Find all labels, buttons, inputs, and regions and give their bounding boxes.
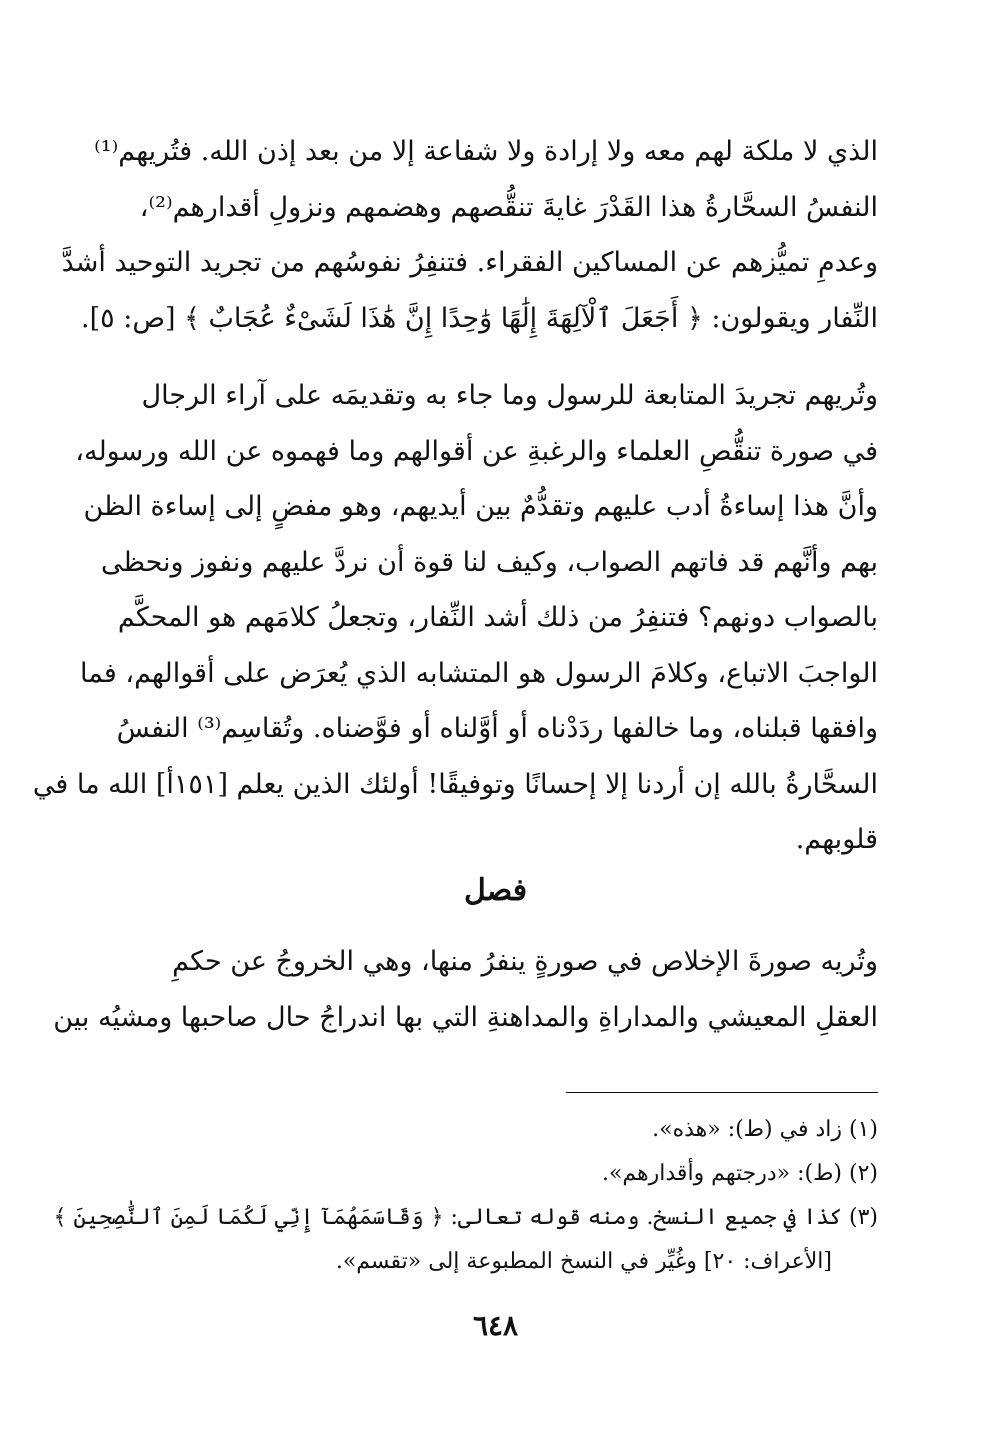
footnote-2: (٢) (ط): «درجتهم وأقدارهم». bbox=[601, 1161, 878, 1186]
text-line: وعدمِ تميُّزهم عن المساكين الفقراء. فتنفِرُ نفوسُهم من تجريد التوحيد أشدَّ bbox=[61, 247, 878, 278]
footnote-separator bbox=[566, 1092, 878, 1093]
page-number: ٦٤٨ bbox=[472, 1309, 519, 1342]
section-heading: فصل bbox=[463, 873, 528, 908]
text-line: السحَّارةُ بالله إن أردنا إلا إحسانًا وتوفيقًا! أولئك الذين يعلم [١٥١أ] الله ما في bbox=[32, 768, 878, 800]
text-line: بهم وأنَّهم قد فاتهم الصواب، وكيف لنا قوة أن نردَّ عليهم ونفوز ونحظى bbox=[100, 546, 878, 578]
text-line: النفسُ السحَّارةُ هذا القَدْرَ غايةَ تنقُّصهم وهضمهم ونزولِ أقدارهم⁽²⁾، bbox=[139, 191, 878, 223]
text-line: وتُريه صورةَ الإخلاص في صورةٍ ينفرُ منها، وهي الخروجُ عن حكمِ bbox=[172, 946, 878, 977]
text-line: بالصواب دونهم؟ فتنفِرُ من ذلك أشد النِّفار، وتجعلُ كلامَهم هو المحكَّم bbox=[117, 602, 878, 633]
text-line: الذي لا ملكة لهم معه ولا إرادة ولا شفاعة إلا من بعد إذن الله. فتُريهم⁽¹⁾ bbox=[94, 136, 878, 167]
paragraph-3 bbox=[53, 934, 878, 1045]
paragraph-2 bbox=[32, 368, 878, 868]
text-line: وتُريهم تجريدَ المتابعة للرسول وما جاء به وتقديمَه على آراء الرجال bbox=[141, 380, 878, 411]
text-line: في صورة تنقُّصِ العلماء والرغبةِ عن أقوالهم وما فهموه عن الله ورسوله، bbox=[75, 435, 878, 467]
footnote-3: (٣) كذا في جميع النسخ. ومنه قوله تعالى: ﴿ وَقَاسَمَهُمَآ إِنِّي لَكُمَا لَمِنَ ٱلنَّٰصِحِينَ ﴾ bbox=[53, 1205, 878, 1230]
text-line: وأنَّ هذا إساءةُ أدب عليهم وتقدُّمٌ بين أيديهم، وهو مفضٍ إلى إساءة الظن bbox=[83, 491, 878, 522]
footnote-1: (١) زاد في (ط): «هذه». bbox=[652, 1117, 878, 1142]
paragraph-1 bbox=[61, 124, 878, 346]
text-line: النِّفار ويقولون: ﴿ أَجَعَلَ ٱلْآلِهَةَ إِلَٰهًا وَٰحِدًا إِنَّ هَٰذَا لَشَىْءٌ عُجَابٌ ﴾ [ص: ٥]. bbox=[81, 302, 878, 334]
text-line: وافقها قبلناه، وما خالفها ردَدْناه أو أوَّلناه أو فوَّضناه. وتُقاسِم⁽³⁾ النفسُ bbox=[116, 713, 878, 744]
text-line: قلوبهم. bbox=[795, 824, 878, 855]
footnotes bbox=[53, 1108, 878, 1284]
text-line: الواجبَ الاتباع، وكلامَ الرسول هو المتشابه الذي يُعرَض على أقوالهم، فما bbox=[80, 657, 878, 689]
footnote-3-continued: [الأعراف: ٢٠] وغُيِّر في النسخ المطبوعة إلى «تقسم». bbox=[335, 1249, 832, 1274]
text-line: العقلِ المعيشي والمداراةِ والمداهنةِ التي بها اندراجُ حال صاحبها ومشيُه بين bbox=[53, 1001, 878, 1033]
